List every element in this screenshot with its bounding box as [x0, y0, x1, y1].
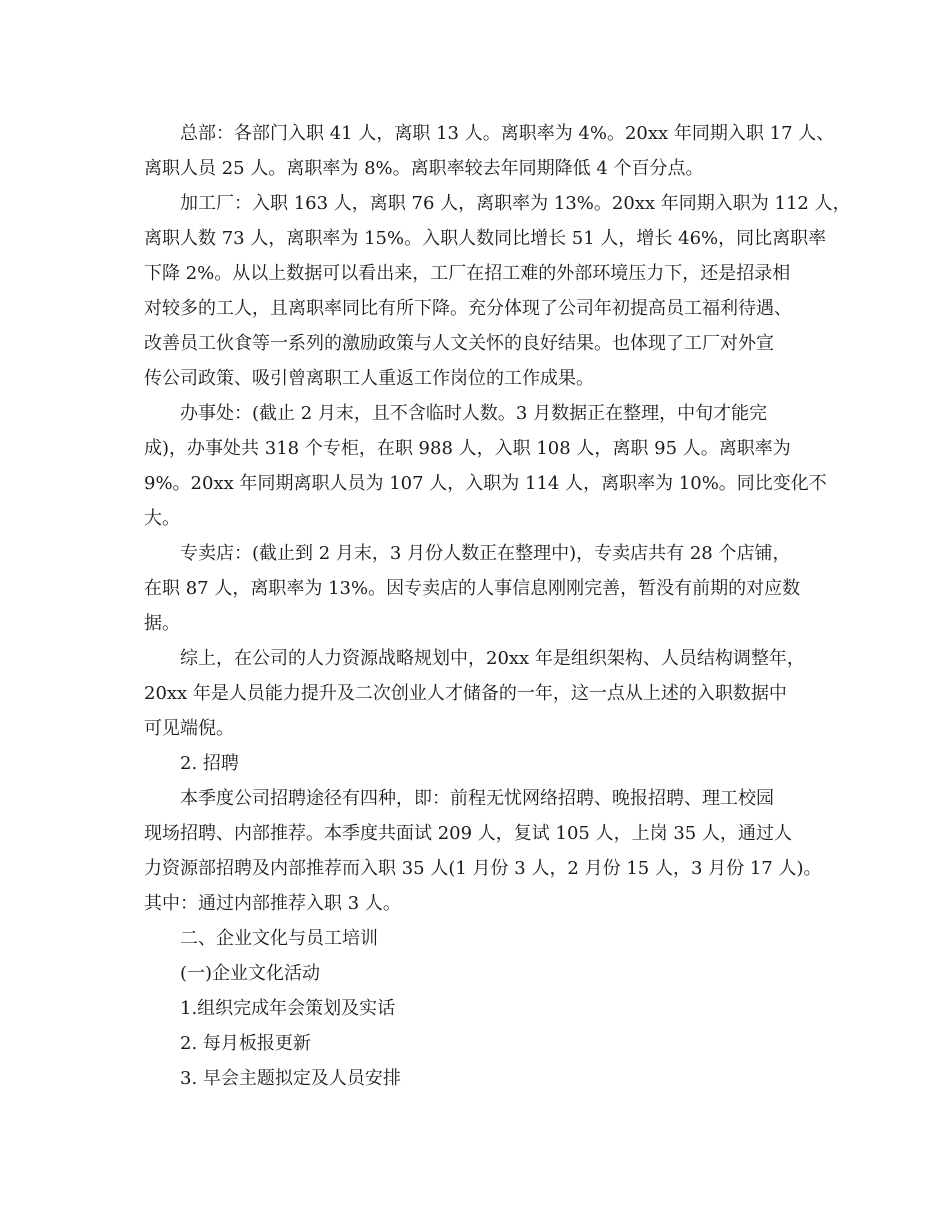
- list-item-1: 1.组织完成年会策划及实话: [180, 998, 396, 1019]
- paragraph-factory-line-3: 下降 2%。从以上数据可以看出来，工厂在招工难的外部环境压力下，还是招录相: [144, 263, 791, 284]
- paragraph-office-line-1: 办事处：(截止 2 月末，且不含临时人数。3 月数据正在整理，中旬才能完: [180, 403, 768, 424]
- section-heading-culture-training: 二、企业文化与员工培训: [180, 928, 378, 949]
- paragraph-hq-line-1: 总部：各部门入职 41 人，离职 13 人。离职率为 4%。20xx 年同期入职 17 人、: [180, 123, 835, 144]
- list-item-3: 3. 早会主题拟定及人员安排: [180, 1068, 401, 1089]
- paragraph-summary-line-3: 可见端倪。: [144, 718, 234, 739]
- paragraph-office-line-3: 9%。20xx 年同期离职人员为 107 人，入职为 114 人，离职率为 10%。同比变化不: [144, 473, 827, 494]
- subsection-heading-culture-activities: (一)企业文化活动: [180, 963, 321, 984]
- paragraph-store-line-1: 专卖店：(截止到 2 月末，3 月份人数正在整理中)，专卖店共有 28 个店铺，: [180, 543, 791, 564]
- section-heading-recruitment: 2. 招聘: [180, 753, 239, 774]
- paragraph-summary-line-1: 综上，在公司的人力资源战略规划中，20xx 年是组织架构、人员结构调整年，: [180, 648, 805, 669]
- paragraph-recruitment-line-2: 现场招聘、内部推荐。本季度共面试 209 人，复试 105 人，上岗 35 人，通过人: [144, 823, 792, 844]
- paragraph-factory-line-1: 加工厂：入职 163 人，离职 76 人，离职率为 13%。20xx 年同期入职为 112 人，: [180, 193, 851, 214]
- list-item-2: 2. 每月板报更新: [180, 1033, 311, 1054]
- paragraph-office-line-4: 大。: [144, 508, 180, 529]
- paragraph-factory-line-4: 对较多的工人，且离职率同比有所下降。充分体现了公司年初提高员工福利待遇、: [144, 298, 792, 319]
- paragraph-store-line-2: 在职 87 人，离职率为 13%。因专卖店的人事信息刚刚完善，暂没有前期的对应数: [144, 578, 801, 599]
- paragraph-recruitment-line-1: 本季度公司招聘途径有四种，即：前程无忧网络招聘、晚报招聘、理工校园: [180, 788, 774, 809]
- paragraph-summary-line-2: 20xx 年是人员能力提升及二次创业人才储备的一年，这一点从上述的入职数据中: [144, 683, 787, 704]
- paragraph-office-line-2: 成)，办事处共 318 个专柜，在职 988 人，入职 108 人，离职 95 人。离职率为: [144, 438, 791, 459]
- paragraph-factory-line-5: 改善员工伙食等一系列的激励政策与人文关怀的良好结果。也体现了工厂对外宣: [144, 333, 774, 354]
- paragraph-store-line-3: 据。: [144, 613, 180, 634]
- paragraph-recruitment-line-3: 力资源部招聘及内部推荐而入职 35 人(1 月份 3 人，2 月份 15 人，3 月份 17 人)。: [144, 858, 822, 879]
- paragraph-factory-line-2: 离职人数 73 人，离职率为 15%。入职人数同比增长 51 人，增长 46%，同比离职率: [144, 228, 827, 249]
- paragraph-factory-line-6: 传公司政策、吸引曾离职工人重返工作岗位的工作成果。: [144, 368, 594, 389]
- paragraph-recruitment-line-4: 其中：通过内部推荐入职 3 人。: [144, 893, 401, 914]
- paragraph-hq-line-2: 离职人员 25 人。离职率为 8%。离职率较去年同期降低 4 个百分点。: [144, 158, 704, 179]
